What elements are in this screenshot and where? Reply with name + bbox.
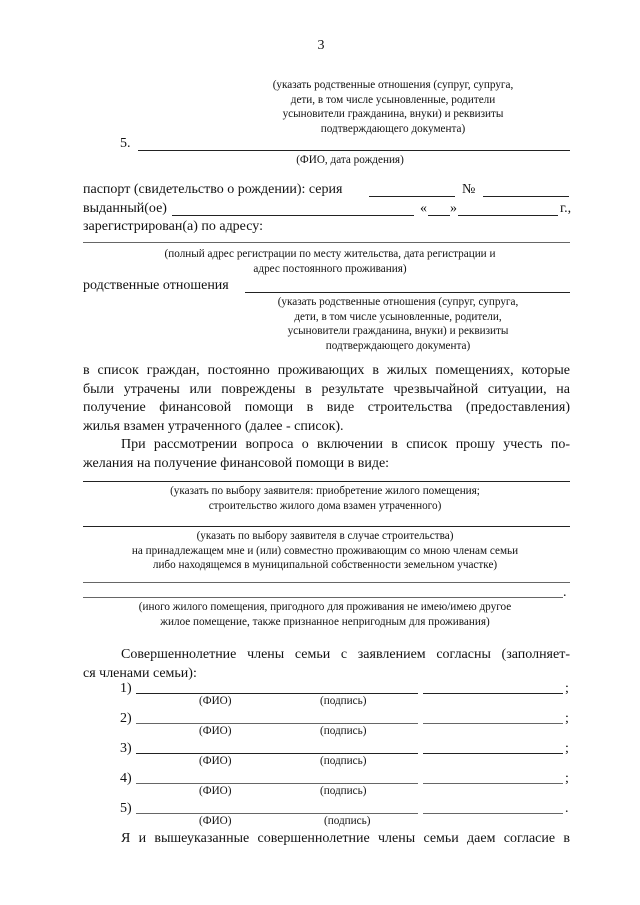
note-choice (100, 484, 550, 513)
note-construction (90, 529, 560, 573)
issue-month-field[interactable] (458, 215, 558, 216)
housing-field-2[interactable] (83, 597, 563, 598)
issued-by-field[interactable] (172, 215, 414, 216)
row-end: ; (565, 681, 569, 696)
note-line: на принадлежащем мне и (или) совместно проживающим со мною членам семьи (131, 544, 519, 557)
construction-field[interactable] (83, 526, 570, 527)
passport-label: паспорт (свидетельство о рождении): серия (83, 182, 343, 197)
row-end: . (565, 801, 569, 816)
note-line: подтверждающего документа) (325, 339, 471, 352)
registered-label: зарегистрирован(а) по адресу: (83, 219, 263, 234)
paragraph-line: Я и вышеуказанные совершеннолетние члены семьи даем согласие в (121, 831, 570, 846)
fio-field[interactable] (136, 753, 418, 754)
paragraph-line: ся членами семьи): (83, 665, 197, 681)
sign-caption: (подпись) (320, 755, 367, 767)
relation-label: родственные отношения (83, 278, 229, 293)
fio-caption: (ФИО, дата рождения) (296, 154, 404, 166)
person-5-number: 5. (120, 136, 131, 151)
note-line: дети, в том числе усыновленные, родители (290, 93, 496, 106)
row-number: 5) (120, 801, 132, 816)
address-note (120, 247, 540, 276)
fio-caption: (ФИО) (199, 785, 232, 797)
note-line: усыновители гражданина, внуки) и реквизиты (282, 108, 504, 120)
fio-field[interactable] (136, 723, 418, 724)
main-paragraph (83, 362, 570, 436)
passport-series-field[interactable] (369, 196, 455, 197)
row-end: ; (565, 741, 569, 756)
signature-field[interactable] (423, 693, 563, 694)
row-number: 1) (120, 681, 132, 696)
note-line: (иного жилого помещения, пригодного для проживания не имею/имею другое (138, 601, 512, 613)
fio-caption: (ФИО) (199, 725, 232, 737)
housing-period: . (563, 585, 567, 600)
relation-note-previous (238, 78, 548, 136)
wishes-paragraph (83, 436, 570, 473)
paragraph-line: были утрачены или повреждены в результате чрезвычайной ситуации, на (83, 381, 570, 397)
passport-number-field[interactable] (483, 196, 569, 197)
row-number: 3) (120, 741, 132, 756)
housing-field-1[interactable] (83, 582, 570, 583)
note-line: дети, в том числе усыновленные, родители, (294, 310, 502, 323)
row-end: ; (565, 711, 569, 726)
sign-caption: (подпись) (324, 815, 371, 827)
signature-field[interactable] (423, 753, 563, 754)
consent-paragraph (83, 831, 570, 847)
signature-row (0, 711, 640, 741)
note-line: подтверждающего документа) (320, 122, 466, 135)
fio-caption: (ФИО) (199, 755, 232, 767)
number-sign: № (462, 182, 476, 197)
fio-caption: (ФИО) (199, 695, 232, 707)
note-line: строительство жилого дома взамен утраченного) (208, 499, 442, 512)
sign-caption: (подпись) (320, 725, 367, 737)
paragraph-line: желания на получение финансовой помощи в виде: (83, 455, 390, 471)
row-number: 2) (120, 711, 132, 726)
signature-field[interactable] (423, 813, 563, 814)
paragraph-line: При рассмотрении вопроса о включении в список прошу учесть по- (121, 437, 570, 452)
year-suffix: г., (560, 201, 572, 216)
paragraph-line: жилья взамен утраченного (далее - список). (83, 418, 344, 434)
signature-field[interactable] (423, 783, 563, 784)
fio-caption: (ФИО) (199, 815, 232, 827)
note-line: адрес постоянного проживания) (253, 262, 407, 275)
row-number: 4) (120, 771, 132, 786)
note-line: усыновители гражданина, внуки) и реквизиты (287, 325, 509, 337)
signature-row (0, 681, 640, 711)
issued-label: выданный(ое) (83, 201, 167, 216)
signature-list (0, 681, 640, 831)
fio-field[interactable] (136, 693, 418, 694)
fio-blank-line[interactable] (138, 150, 570, 151)
signature-row (0, 771, 640, 801)
note-housing (90, 600, 560, 629)
signature-row (0, 741, 640, 771)
sign-caption: (подпись) (320, 785, 367, 797)
note-line: (указать родственные отношения (супруг, супруга, (272, 79, 514, 91)
issue-day-field[interactable] (428, 215, 450, 216)
quote-open: « (420, 201, 427, 216)
note-line: (полный адрес регистрации по месту жительства, дата регистрации и (164, 248, 496, 260)
relation-note (238, 295, 558, 353)
paragraph-line: Совершеннолетние члены семьи с заявлением согласны (заполняет- (121, 647, 570, 662)
quote-close: » (450, 201, 457, 216)
page-number: 3 (317, 38, 325, 53)
address-field[interactable] (83, 242, 570, 243)
paragraph-line: в список граждан, постоянно проживающих в жилых помещениях, которые (83, 363, 570, 378)
row-end: ; (565, 771, 569, 786)
signature-field[interactable] (423, 723, 563, 724)
signature-row (0, 801, 640, 831)
choice-field[interactable] (83, 481, 570, 482)
relation-field[interactable] (245, 292, 570, 293)
adults-paragraph (83, 646, 570, 683)
sign-caption: (подпись) (320, 695, 367, 707)
fio-field[interactable] (136, 813, 418, 814)
note-line: либо находящемся в муниципальной собственности земельном участке) (152, 559, 498, 571)
note-line: (указать родственные отношения (супруг, супруга, (277, 296, 519, 308)
paragraph-line: получение финансовой помощи в виде строительства (предоставления) (83, 400, 570, 415)
note-line: (указать по выбору заявителя: приобретение жилого помещения; (170, 485, 480, 497)
note-line: (указать по выбору заявителя в случае строительства) (196, 530, 454, 542)
note-line: жилое помещение, также признанное непригодным для проживания) (160, 615, 490, 628)
fio-field[interactable] (136, 783, 418, 784)
